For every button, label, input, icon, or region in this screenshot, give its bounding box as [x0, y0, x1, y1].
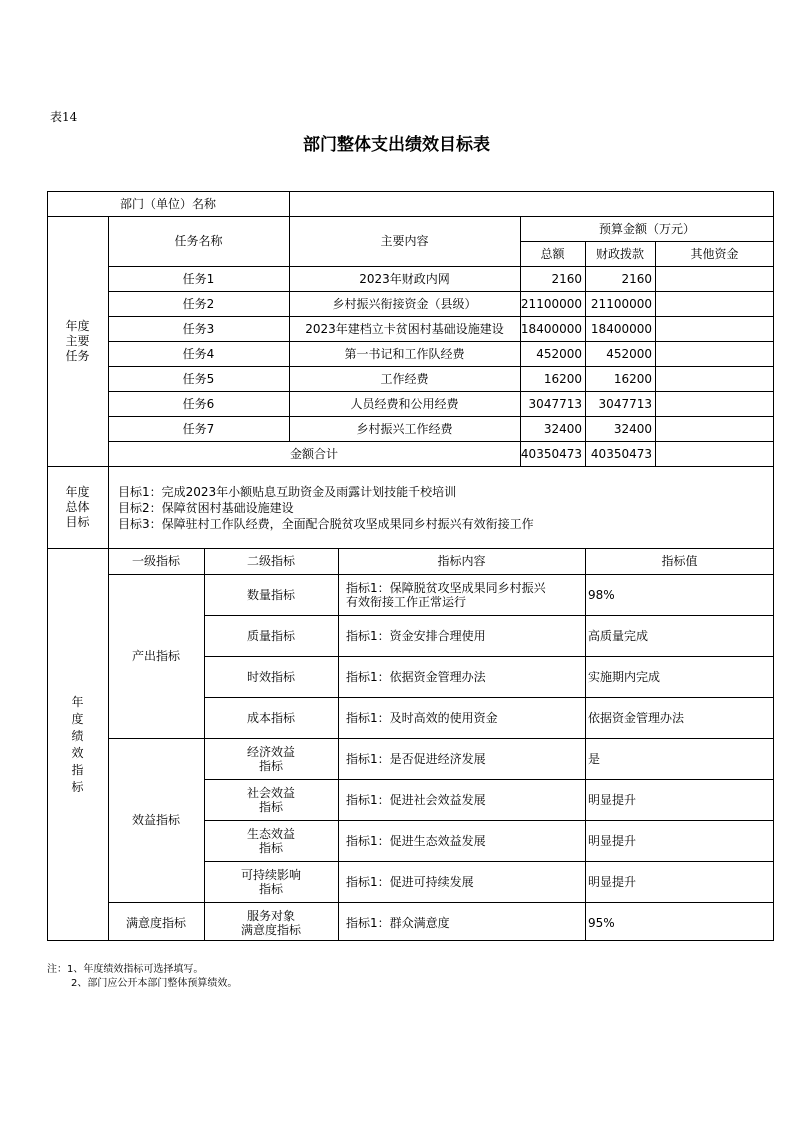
task-name-cell: 任务6 — [182, 396, 215, 411]
task-fiscal-cell: 452000 — [606, 346, 652, 361]
indicator-content-cell: 指标1：资金安排合理使用 — [346, 628, 486, 643]
indicator-content-cell: 指标1：促进可持续发展 — [346, 874, 474, 889]
level2-cell: 生态效益 指标 — [246, 826, 295, 855]
task-name-cell: 任务7 — [182, 421, 215, 436]
task-row-line — [108, 441, 774, 442]
task-total-cell: 21100000 — [520, 296, 582, 311]
indicator-group-line — [108, 902, 774, 903]
level2-cell: 数量指标 — [246, 587, 295, 602]
indicator-header-bottom — [108, 574, 774, 575]
indicator-value-cell: 95% — [588, 915, 615, 930]
indicator-value-cell: 是 — [588, 751, 601, 766]
task-content-cell: 工作经费 — [380, 371, 429, 386]
dept-divider — [289, 191, 290, 216]
section-divider — [108, 548, 109, 941]
indicator-row-line — [204, 779, 774, 780]
level1-cell: 效益指标 — [131, 813, 180, 827]
task-total-cell: 32400 — [543, 421, 582, 436]
level2-divider — [338, 548, 339, 941]
indicator-content-cell: 指标1：是否促进经济发展 — [346, 751, 486, 766]
indicator-content-header: 指标内容 — [437, 554, 486, 568]
task-total-cell: 452000 — [536, 346, 582, 361]
level2-header: 二级指标 — [246, 554, 295, 568]
table-number-label: 表14 — [50, 110, 78, 124]
level2-cell: 社会效益 指标 — [246, 785, 295, 814]
indicator-content-cell: 指标1：保障脱贫攻坚成果同乡村振兴 有效衔接工作正常运行 — [346, 580, 546, 609]
indicator-content-cell: 指标1：依据资金管理办法 — [346, 669, 486, 684]
footnotes — [47, 963, 237, 991]
indicator-row-line — [204, 656, 774, 657]
indicator-row-line — [204, 697, 774, 698]
budget-other-header: 其他资金 — [690, 246, 739, 261]
dept-row-bottom — [47, 216, 774, 217]
goal-item: 目标2：保障贫困村基础设施建设 — [118, 501, 294, 515]
footnote-1: 注：1、年度绩效指标可选择填写。 — [47, 964, 204, 975]
task-fiscal-cell: 21100000 — [590, 296, 652, 311]
task-name-cell: 任务2 — [182, 296, 215, 311]
fiscal-divider — [655, 241, 656, 466]
indicator-value-cell: 明显提升 — [588, 833, 637, 848]
task-name-cell: 任务4 — [182, 346, 215, 361]
task-content-cell: 第一书记和工作队经费 — [344, 346, 465, 361]
budget-header-split — [520, 241, 774, 242]
task-total-cell: 18400000 — [520, 321, 582, 336]
task-fiscal-cell: 32400 — [613, 421, 652, 436]
indicator-group-line — [108, 738, 774, 739]
indicator-content-cell: 指标1：及时高效的使用资金 — [346, 710, 498, 725]
indicator-value-cell: 明显提升 — [588, 874, 637, 889]
budget-total-header: 总额 — [540, 246, 565, 261]
task-content-cell: 人员经费和公用经费 — [350, 396, 459, 411]
task-row-line — [108, 391, 774, 392]
task-row-line — [108, 366, 774, 367]
indicator-value-cell: 高质量完成 — [588, 628, 649, 643]
goal-section-label: 年度 总体 目标 — [65, 484, 90, 529]
level2-cell: 时效指标 — [246, 669, 295, 684]
task-name-cell: 任务5 — [182, 371, 215, 386]
indicator-value-cell: 依据资金管理办法 — [588, 710, 685, 725]
indicator-section-label: 年 度 绩 效 指 标 — [71, 694, 84, 794]
level1-header: 一级指标 — [131, 554, 180, 568]
task-section-bottom — [47, 466, 774, 467]
task-fiscal-cell: 18400000 — [590, 321, 652, 336]
footnote-2: 2、部门应公开本部门整体预算绩效。 — [71, 978, 238, 989]
task-content-cell: 2023年建档立卡贫困村基础设施建设 — [305, 321, 504, 336]
task-row-line — [108, 316, 774, 317]
budget-fiscal-header: 财政拨款 — [595, 246, 644, 261]
level1-cell: 满意度指标 — [125, 915, 186, 930]
task-name-cell: 任务3 — [182, 321, 215, 336]
sum-fiscal-cell: 40350473 — [590, 446, 652, 461]
indicator-content-cell: 指标1：促进生态效益发展 — [346, 833, 486, 848]
goal-item: 目标3：保障驻村工作队经费，全面配合脱贫攻坚成果同乡村振兴有效衔接工作 — [118, 517, 534, 531]
task-total-cell: 2160 — [551, 271, 582, 286]
task-name-header: 任务名称 — [174, 234, 223, 248]
task-header-bottom — [108, 266, 774, 267]
task-content-header: 主要内容 — [380, 234, 429, 248]
indicator-row-line — [204, 615, 774, 616]
goal-section-bottom — [47, 548, 774, 549]
task-content-cell: 乡村振兴衔接资金（县级） — [332, 296, 477, 311]
indicator-value-cell: 实施期内完成 — [588, 669, 661, 684]
indicator-value-cell: 明显提升 — [588, 792, 637, 807]
task-fiscal-cell: 3047713 — [598, 396, 652, 411]
page-title: 部门整体支出绩效目标表 — [303, 135, 490, 155]
task-row-line — [108, 416, 774, 417]
sum-total-cell: 40350473 — [520, 446, 582, 461]
level2-cell: 可持续影响 指标 — [240, 867, 301, 896]
task-content-cell: 乡村振兴工作经费 — [356, 421, 453, 436]
indicator-row-line — [204, 820, 774, 821]
level2-cell: 服务对象 满意度指标 — [240, 908, 301, 937]
task-content-cell: 2023年财政内网 — [359, 271, 450, 286]
budget-header: 预算金额（万元） — [598, 221, 695, 236]
level2-cell: 成本指标 — [246, 710, 295, 725]
task-row-line — [108, 291, 774, 292]
indicator-row-line — [204, 861, 774, 862]
sum-label: 金额合计 — [289, 446, 338, 461]
indicator-content-cell: 指标1：群众满意度 — [346, 915, 450, 930]
level1-cell: 产出指标 — [131, 649, 180, 663]
task-fiscal-cell: 16200 — [613, 371, 652, 386]
level2-cell: 经济效益 指标 — [246, 744, 295, 773]
content-value-divider — [585, 548, 586, 941]
task-name-cell: 任务1 — [182, 271, 215, 286]
indicator-value-header: 指标值 — [661, 554, 698, 568]
task-total-cell: 3047713 — [528, 396, 582, 411]
level2-cell: 质量指标 — [246, 628, 295, 643]
task-section-label: 年度 主要 任务 — [65, 318, 90, 363]
task-row-line — [108, 341, 774, 342]
task-total-cell: 16200 — [543, 371, 582, 386]
goal-item: 目标1：完成2023年小额贴息互助资金及雨露计划技能千校培训 — [118, 485, 457, 499]
task-fiscal-cell: 2160 — [621, 271, 652, 286]
indicator-value-cell: 98% — [588, 587, 615, 602]
indicator-content-cell: 指标1：促进社会效益发展 — [346, 792, 486, 807]
dept-name-label: 部门（单位）名称 — [119, 196, 216, 211]
